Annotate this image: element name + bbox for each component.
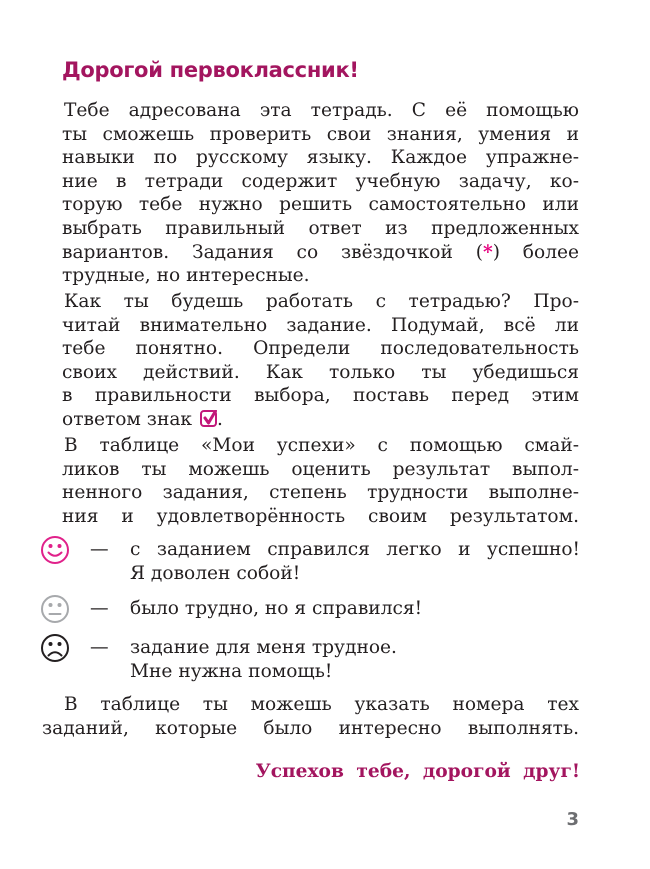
star-icon: * — [482, 241, 493, 263]
happy-smiley-icon — [40, 535, 70, 565]
legend-dash: — — [90, 539, 109, 560]
text-line: задание для меня трудное. — [130, 637, 397, 658]
text-line: заданий, которые было интересно выполнять. — [42, 717, 579, 739]
legend-description — [130, 538, 580, 585]
text-line-with-star — [62, 241, 579, 265]
text-line: Тебе адресована эта тетрадь. С её помощью — [64, 100, 579, 121]
text-line: торую тебе нужно решить самостоятельно или — [62, 194, 579, 216]
text-line: было трудно, но я справился! — [130, 598, 423, 619]
text-line: Как ты будешь работать с тетрадью? Про- — [64, 291, 579, 312]
smileys-paragraph — [64, 434, 579, 528]
text-line: читай внимательно задание. Подумай, всё ли — [62, 314, 579, 336]
text-fragment: ответом знак — [62, 408, 198, 430]
text-line: тебе понятно. Определи последовательность — [62, 338, 579, 360]
intro-paragraph — [64, 99, 579, 288]
checkmark-box-icon — [200, 410, 217, 427]
table-paragraph — [42, 693, 579, 740]
closing-wish: Успехов тебе, дорогой друг! — [255, 761, 580, 782]
text-fragment: . — [216, 408, 223, 430]
legend-description — [130, 636, 580, 683]
instructions-paragraph — [64, 290, 579, 432]
text-line: трудные, но интересные. — [62, 265, 310, 287]
page-number: 3 — [566, 809, 579, 830]
text-line: В таблице «Мои успехи» с помощью смай- — [64, 435, 579, 456]
page-title: Дорогой первоклассник! — [62, 58, 359, 82]
text-line: в правильности выбора, поставь перед этим — [62, 385, 579, 407]
text-line: навыки по русскому языку. Каждое упражне- — [62, 147, 579, 169]
text-fragment: вариантов. Задания со звёздочкой ( — [62, 241, 483, 263]
sad-smiley-icon — [40, 633, 70, 663]
text-line: ликов ты можешь оценить результат выпол- — [62, 458, 579, 480]
legend-dash: — — [90, 637, 109, 658]
text-line: своих действий. Как только ты убедишься — [62, 361, 579, 383]
text-line: ние в тетради содержит учебную задачу, ко- — [62, 170, 579, 192]
text-line: ты сможешь проверить свои знания, умения и — [62, 123, 579, 145]
text-line: ненного задания, степень трудности выполне- — [62, 482, 579, 504]
legend-description — [130, 597, 580, 621]
text-line: с заданием справился легко и успешно! — [130, 539, 580, 560]
text-line: Я доволен собой! — [130, 562, 301, 584]
text-line: ния и удовлетворённость своим результатом. — [62, 505, 579, 527]
neutral-smiley-icon — [40, 594, 70, 624]
text-fragment: ) более — [492, 241, 580, 263]
text-line: выбрать правильный ответ из предложенных — [62, 217, 579, 239]
text-line: Мне нужна помощь! — [130, 660, 333, 682]
text-line: В таблице ты можешь указать номера тех — [64, 694, 579, 715]
legend-dash: — — [90, 598, 109, 619]
text-line-with-check — [62, 408, 579, 432]
